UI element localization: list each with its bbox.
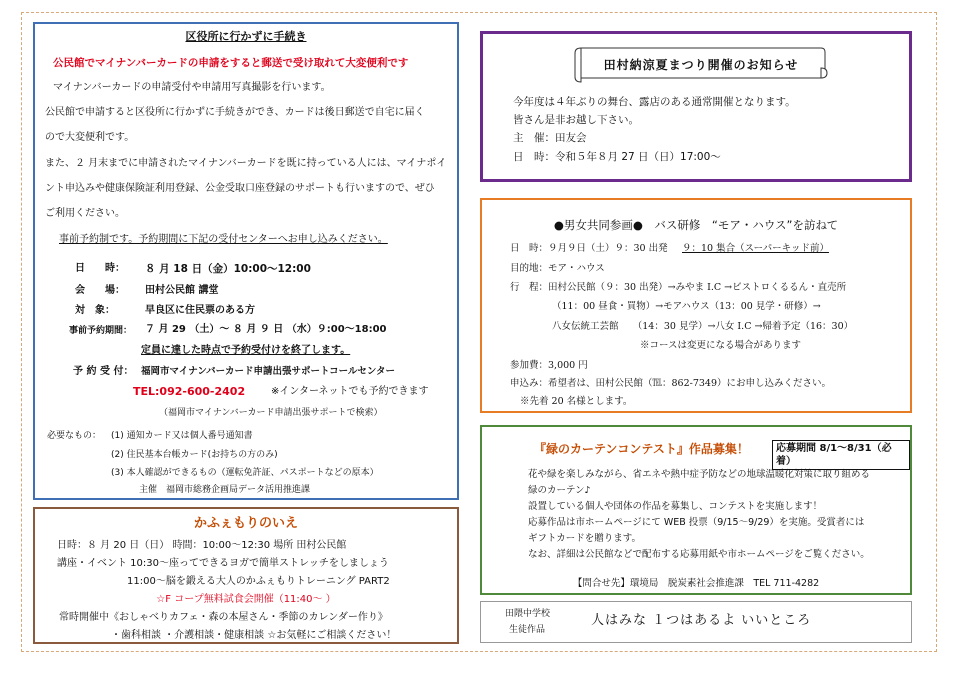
target-value: 早良区に住民票のある方 [145,305,255,316]
bus-line-4: （11：00 昼食・買物）→モアハウス（13：00 見学・研修）→ [552,301,821,312]
cafe-line-6: ・歯科相談 ・介護相談・健康相談 ☆お気軽にご相談ください！ [111,630,397,641]
cafe-line-5: 常時開催中《おしゃべりカフェ・森の本屋さん・季節のカレンダー作り》 [59,612,388,623]
cafe-title: かふぇもりのいえ [193,516,298,531]
bus-line-1a: 日 時：９月９日（土）９：30 出発 [510,243,668,254]
bus-line-3: 行 程：田村公民館（９：30 出発）→みやま I.C →ビストロくるるん・直売所 [510,282,847,293]
mynumber-paragraph-2a: 公民館で申請すると区役所に行かずに手続きができ、カードは後日郵送で自宅に届く [45,107,425,118]
bus-title: ●男女共同参画● バス研修 “モア・ハウス”を訪ねて [553,218,839,232]
bus-line-6: ※コースは変更になる場合があります [640,340,802,351]
festival-title: 田村納涼夏まつり開催のお知らせ [603,58,799,72]
bus-trip-notice [480,198,912,413]
need-3: (3) 本人確認ができるもの（運転免許証、パスポートなどの原本） [111,468,379,478]
poem-text: 人はみな １つはあるよ いいところ [591,613,812,628]
poem-school: 田隈中学校 [505,609,551,619]
bus-line-2: 目的地：モア・ハウス [510,263,605,274]
festival-line-1: 今年度は４年ぶりの舞台、露店のある通常開催となります。 [513,96,796,108]
contact-label: 予 約 受 付： [73,366,134,377]
mynumber-paragraph-3a: また、２ 月末までに申請されたマイナンバーカードを既に持っている人には、マイナポイ [45,158,447,169]
period-value: ７ 月 29 （土）〜 ８ 月 ９ 日 （水）９:00〜18:00 [145,324,387,335]
green-curtain-notice [480,425,912,595]
mynumber-paragraph-3b: ント申込みや健康保険証利用登録、公金受取口座登録のサポートも行いますので、ぜひ [45,183,435,194]
green-period: 応募期間 8/1〜8/31（必着） [772,440,910,470]
contact-value: 福岡市マイナンバーカード申請出張サポートコールセンター [141,366,396,377]
target-label: 対 象： [75,305,115,316]
date-label: 日 時： [75,263,125,274]
green-line-2: 緑のカーテン♪ [528,485,591,496]
cafe-line-2: 講座・イベント 10:30〜座ってできるヨガで簡単ストレッチをしましょう [57,558,389,569]
cafe-line-3: 11:00〜脳を鍛える大人のかふぇもりトレーニング PART2 [127,576,390,587]
bus-line-9: ※先着 20 名様とします。 [520,396,633,407]
bus-line-7: 参加費：3,000 円 [510,360,588,371]
cafe-notice [33,507,459,644]
mynumber-headline: 公民館でマイナンバーカードの申請をすると郵送で受け取れて大変便利です [53,57,409,69]
green-line-4: 応募作品は市ホームページにて WEB 投票（9/15〜9/29）を実施。受賞者には [528,517,865,528]
period-note: 定員に達した時点で予約受付けを終了します。 [141,345,351,356]
green-title: 『緑のカーテンコンテスト』作品募集！ [534,442,749,456]
green-line-5: ギフトカードを贈ります。 [528,533,641,544]
venue-label: 会 場： [75,285,125,296]
search-note: （福岡市マイナンバーカード申請出張サポートで検索） [159,408,383,418]
festival-banner [573,44,829,84]
bus-line-1b: ９：10 集合（スーパーキッド前） [682,243,829,254]
festival-notice [480,31,912,182]
reserve-note: 事前予約制です。予約期間に下記の受付センターへお申し込みください。 [59,234,388,245]
green-line-1: 花や緑を楽しみながら、省エネや熱中症予防などの地球温暖化対策に取り組める [528,469,871,480]
mynumber-paragraph-3c: ご利用ください。 [45,208,125,219]
need-1: (1) 通知カード又は個人番号通知書 [111,431,253,441]
organizer: 主催 福岡市総務企画局データ活用推進課 [139,485,311,495]
venue-value: 田村公民館 講堂 [145,285,219,296]
tel-note: ※インターネットでも予約できます [271,386,429,397]
green-line-3: 設置している個人や団体の作品を募集し、コンテストを実施します！ [528,501,823,512]
green-contact: 【問合せ先】環境局 脱炭素社会推進課 TEL 711-4282 [572,578,820,589]
contact-tel: TEL:092-600-2402 [133,385,246,398]
festival-line-2: 皆さん是非お越し下さい。 [513,114,639,126]
mynumber-paragraph-1: マイナンバーカードの申請受付や申請用写真撮影を行います。 [53,82,331,93]
student-poem [480,601,912,643]
period-label: 事前予約期間： [69,326,133,336]
bus-line-5: 八女伝統工芸館 （14：30 見学）→八女 I.C →帰着予定（16：30） [552,321,854,332]
festival-line-4: 日 時：令和５年８月 27 日（日）17:00〜 [513,151,721,163]
bus-line-8: 申込み：希望者は、田村公民館（℡：862-7349）にお申し込みください。 [510,378,832,389]
mynumber-heading: 区役所に行かずに手続き [185,30,307,43]
cafe-line-4: ☆F コープ無料試食会開催（11:40〜 ） [156,594,336,605]
festival-line-3: 主 催：田友会 [513,132,587,144]
mynumber-notice [33,22,459,500]
cafe-line-1: 日時：８ 月 20 日（日） 時間：10:00〜12:30 場所 田村公民館 [57,540,347,551]
date-value: ８ 月 18 日（金）10:00〜12:00 [145,263,311,275]
needs-label: 必要なもの： [47,431,102,441]
need-2: (2) 住民基本台帳カード(お持ちの方のみ) [111,450,278,460]
green-line-6: なお、詳細は公民館などで配布する応募用紙や市ホームページをご覧ください。 [528,549,870,560]
mynumber-paragraph-2b: ので大変便利です。 [45,132,135,143]
poem-label: 生徒作品 [509,625,546,635]
